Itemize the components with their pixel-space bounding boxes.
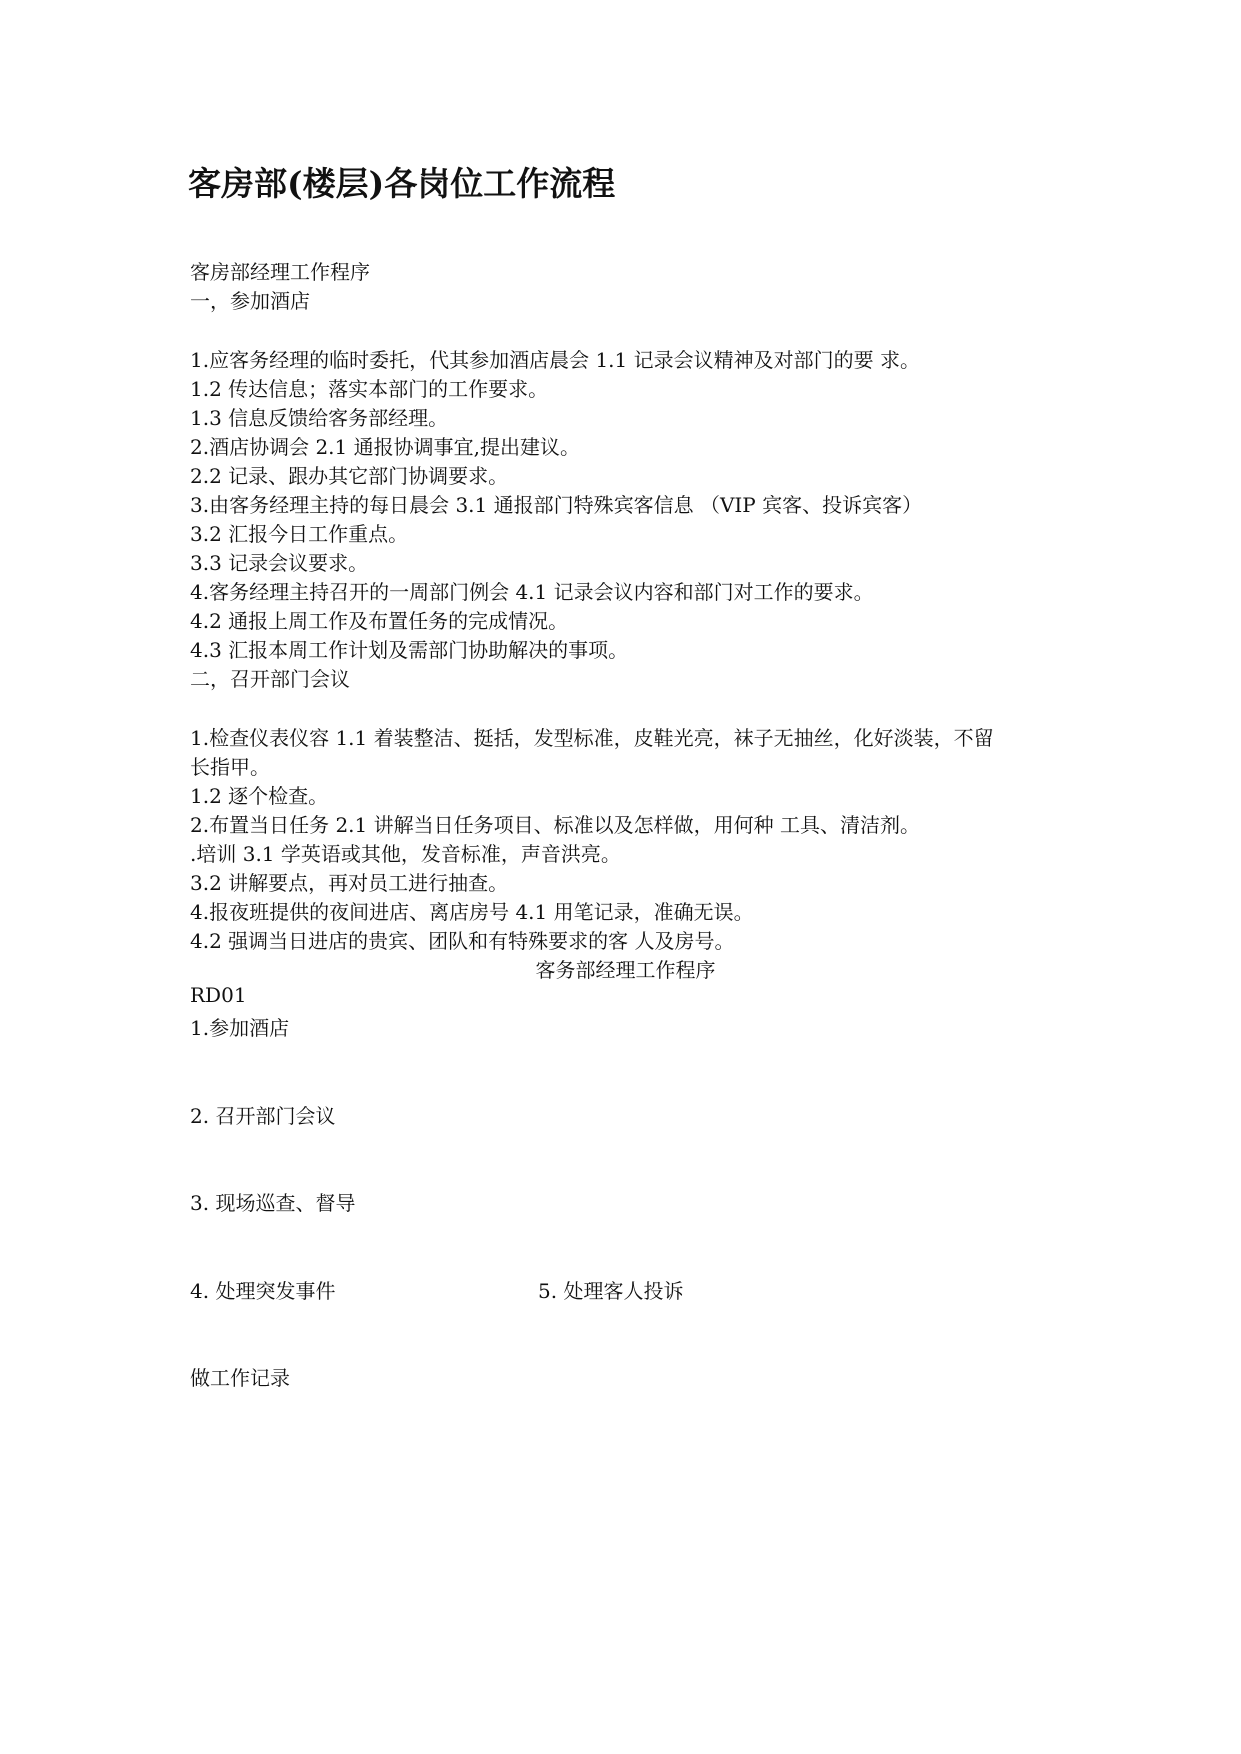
part1-line: 4.3 汇报本周工作计划及需部门协助解决的事项。 — [190, 638, 629, 662]
part1-line: 4.客务经理主持召开的一周部门例会 4.1 记录会议内容和部门对工作的要求。 — [190, 580, 874, 604]
section-title: 客房部经理工作程序 — [190, 260, 370, 284]
document-title: 客房部(楼层)各岗位工作流程 — [188, 164, 616, 203]
part2-line: 3.2 讲解要点，再对员工进行抽查。 — [190, 871, 509, 895]
part1-line: 4.2 通报上周工作及布置任务的完成情况。 — [190, 609, 569, 633]
flow-step: 做工作记录 — [190, 1366, 290, 1390]
part1-line: 1.3 信息反馈给客务部经理。 — [190, 406, 449, 430]
flow-step: 5. 处理客人投诉 — [538, 1279, 684, 1303]
flow-title: 客务部经理工作程序 — [535, 958, 716, 982]
part2-line: 4.2 强调当日进店的贵宾、团队和有特殊要求的客 人及房号。 — [190, 929, 735, 953]
part2-heading: 二，召开部门会议 — [190, 667, 350, 691]
part1-line: 3.2 汇报今日工作重点。 — [190, 522, 409, 546]
part1-line: 3.由客务经理主持的每日晨会 3.1 通报部门特殊宾客信息 （VIP 宾客、投诉宾客） — [190, 493, 923, 517]
flow-code: RD01 — [190, 983, 247, 1007]
flow-step: 4. 处理突发事件 — [190, 1279, 336, 1303]
part2-line: 2.布置当日任务 2.1 讲解当日任务项目、标准以及怎样做，用何种 工具、清洁剂。 — [190, 813, 920, 837]
flow-step: 3. 现场巡查、督导 — [190, 1191, 356, 1215]
part2-line: 长指甲。 — [190, 755, 270, 779]
part1-line: 2.酒店协调会 2.1 通报协调事宜,提出建议。 — [190, 435, 580, 459]
part1-heading: 一，参加酒店 — [190, 289, 310, 313]
flow-step: 1.参加酒店 — [190, 1016, 290, 1040]
flow-step: 2. 召开部门会议 — [190, 1104, 336, 1128]
part2-line: 1.检查仪表仪容 1.1 着装整洁、挺括，发型标准，皮鞋光亮，袜子无抽丝，化好淡装，不留 — [190, 726, 994, 750]
part2-line: .培训 3.1 学英语或其他，发音标准，声音洪亮。 — [190, 842, 621, 866]
part1-line: 3.3 记录会议要求。 — [190, 551, 369, 575]
part1-line: 1.应客务经理的临时委托，代其参加酒店晨会 1.1 记录会议精神及对部门的要 求。 — [190, 348, 920, 372]
part2-line: 1.2 逐个检查。 — [190, 784, 329, 808]
part1-line: 1.2 传达信息；落实本部门的工作要求。 — [190, 377, 549, 401]
part1-line: 2.2 记录、跟办其它部门协调要求。 — [190, 464, 509, 488]
part2-line: 4.报夜班提供的夜间进店、离店房号 4.1 用笔记录，准确无误。 — [190, 900, 754, 924]
